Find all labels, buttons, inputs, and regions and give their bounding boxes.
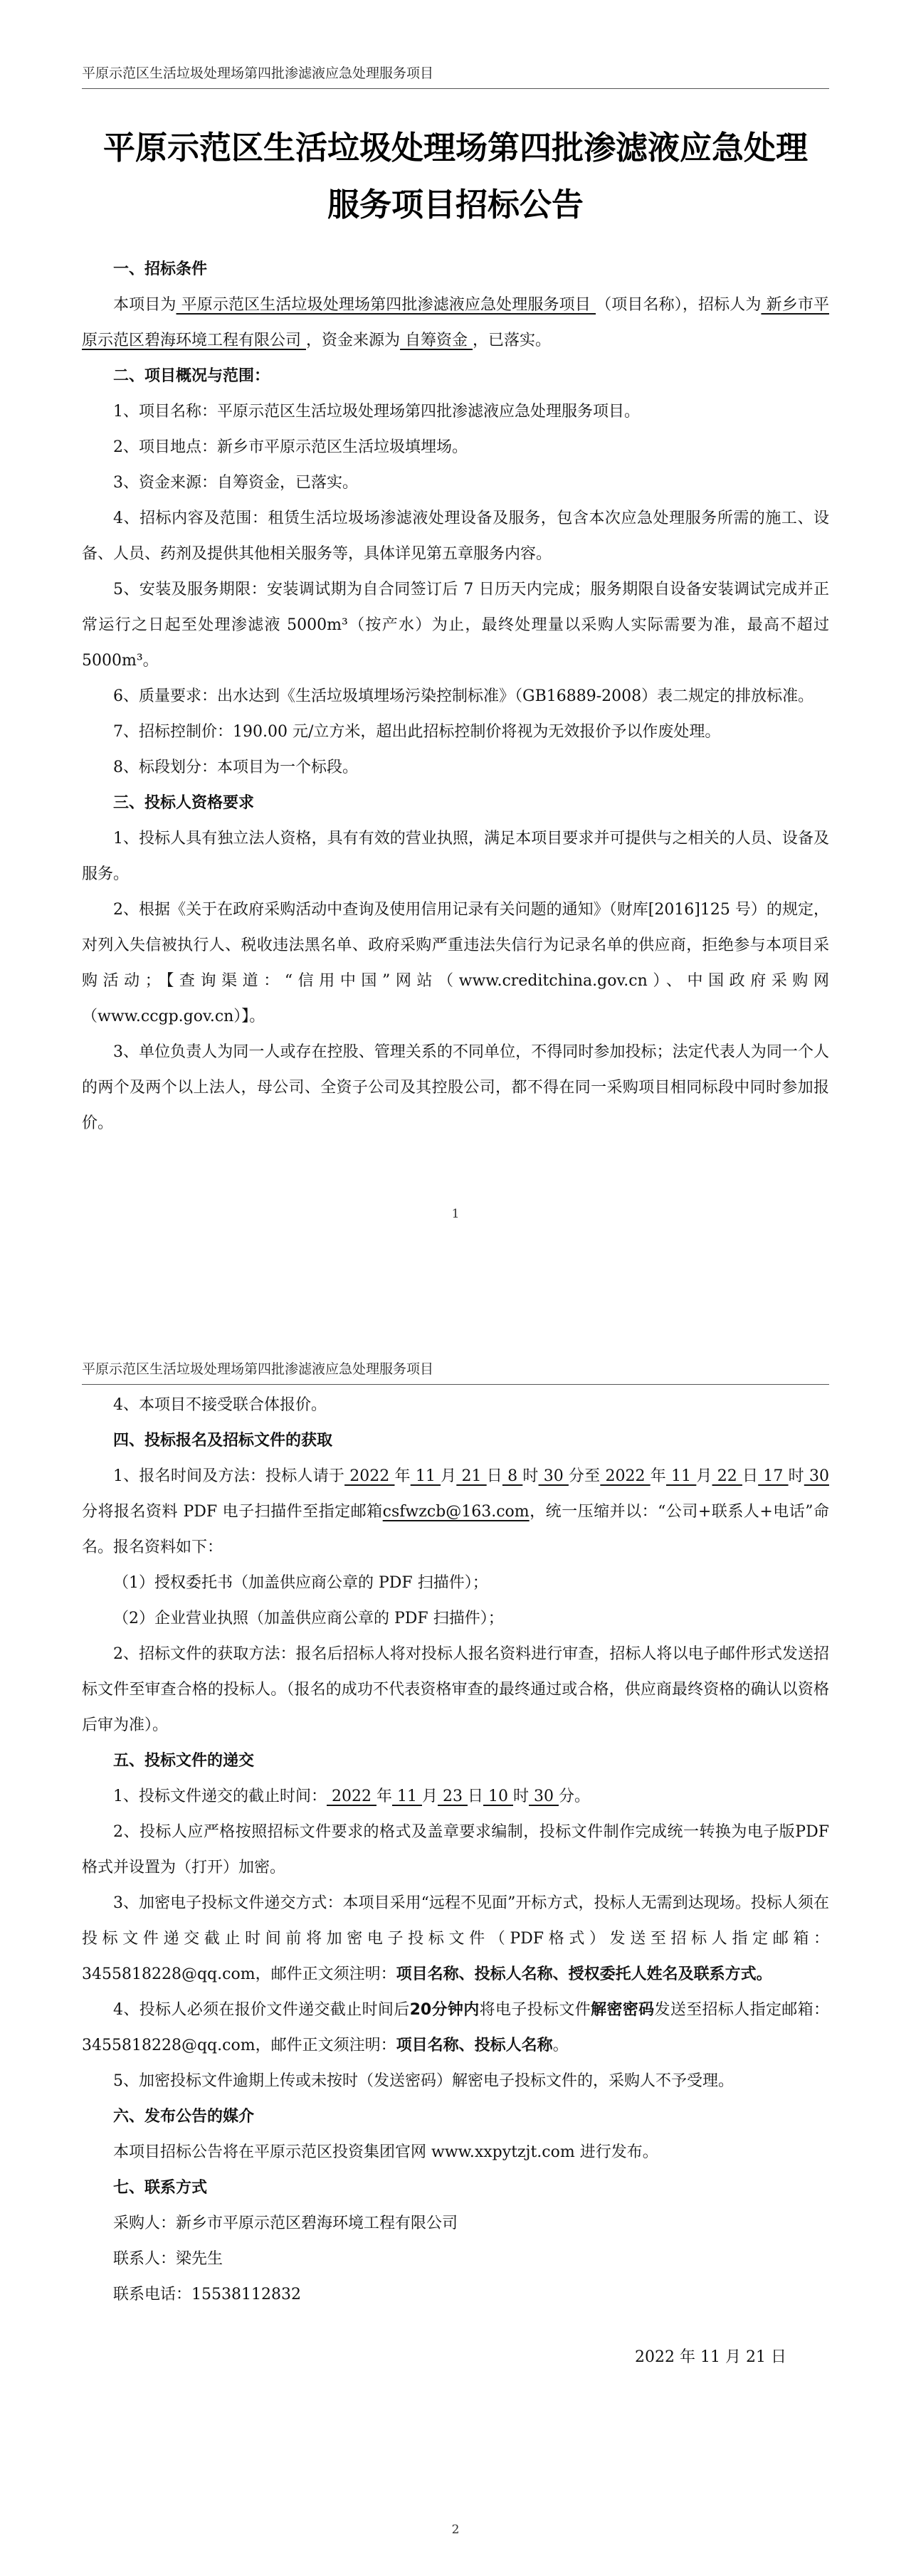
- title-line-2: 服务项目招标公告: [327, 186, 584, 223]
- decryption-email: 3455818228@qq.com: [82, 2037, 256, 2054]
- section-heading-5: 五、投标文件的递交: [113, 1752, 255, 1770]
- section-heading-1: 一、招标条件: [113, 260, 208, 278]
- text-span: ，统一压缩并以：“公司+联系人+电话”命名。报名资料如下：: [82, 1503, 829, 1556]
- overview-item-8: 8、标段划分：本项目为一个标段。: [113, 759, 358, 776]
- text-span: 4、投标人必须在报价文件递交截止时间后: [113, 2001, 410, 2019]
- text-span: 年: [650, 1467, 666, 1485]
- text-span: （项目名称），招标人为: [596, 296, 762, 314]
- page-header: 平原示范区生活垃圾处理场第四批渗滤液应急处理服务项目: [82, 63, 829, 89]
- registration-sub-item-2: （2）企业营业执照（加盖供应商公章的 PDF 扫描件）；: [113, 1610, 504, 1627]
- text-span: 月: [696, 1467, 712, 1485]
- end-hour: 17: [758, 1467, 789, 1485]
- submission-deadline-paragraph: [82, 1779, 829, 1815]
- text-span: 1、投标文件递交的截止时间：: [113, 1788, 327, 1805]
- registration-email: csfwzcb@163.com: [382, 1503, 530, 1521]
- text-span: 日: [467, 1788, 483, 1805]
- end-day: 22: [712, 1467, 742, 1485]
- page-number-2: 2: [451, 2523, 460, 2537]
- end-minute: 30: [804, 1467, 829, 1485]
- text-span: 月: [421, 1788, 438, 1805]
- text-span: 分。: [558, 1788, 590, 1805]
- registration-sub-item-1: （1）授权委托书（加盖供应商公章的 PDF 扫描件）；: [113, 1574, 488, 1592]
- title-line-1: 平原示范区生活垃圾处理场第四批渗滤液应急处理: [102, 129, 808, 167]
- submission-method-paragraph: [82, 1886, 829, 1992]
- text-span: 月: [441, 1467, 457, 1485]
- section-heading-4: 四、投标报名及招标文件的获取: [113, 1432, 333, 1450]
- start-month: 11: [410, 1467, 441, 1485]
- text-span: 将电子投标文件: [479, 2001, 591, 2019]
- submission-email: 3455818228@qq.com: [82, 1965, 256, 1983]
- qualification-item-2: 2、根据《关于在政府采购活动中查询及使用信用记录有关问题的通知》（财库[2016]125 号）的规定，对列入失信被执行人、税收违法黑名单、政府采购严重违法失信行为记录名单的供应商，拒绝参与本项目采购活动；【查询渠道：“信用中国”网站（www.creditchina.gov.cn）、中国政府采购网（www.ccgp.gov.cn）】。: [82, 901, 829, 1025]
- section-heading-3: 三、投标人资格要求: [113, 794, 255, 812]
- text-span: 本项目为: [113, 296, 177, 314]
- overview-item-4: 4、招标内容及范围：租赁生活垃圾场渗滤液处理设备及服务，包含本次应急处理服务所需的施工、设备、人员、药剂及提供其他相关服务等，具体详见第五章服务内容。: [82, 510, 829, 563]
- text-span: ，已落实。: [473, 332, 552, 349]
- late-submission-paragraph: 5、加密投标文件逾期上传或未按时（发送密码）解密电子投标文件的，采购人不予受理。: [113, 2072, 734, 2090]
- contact-person: 联系人：梁先生: [113, 2250, 223, 2268]
- text-span: 时: [512, 1788, 529, 1805]
- project-name-underlined: 平原示范区生活垃圾处理场第四批渗滤液应急处理服务项目: [176, 296, 596, 314]
- start-hour: 8: [502, 1467, 523, 1485]
- qualification-item-3: 3、单位负责人为同一人或存在控股、管理关系的不同单位，不得同时参加投标；法定代表人为同一个人的两个及两个以上法人，母公司、全资子公司及其控股公司，都不得在同一采购项目相同标段中同时参加报价。: [82, 1043, 829, 1132]
- bold-text: 项目名称、投标人名称: [396, 2037, 553, 2054]
- overview-item-1: 1、项目名称：平原示范区生活垃圾处理场第四批渗滤液应急处理服务项目。: [113, 403, 640, 421]
- media-paragraph: 本项目招标公告将在平原示范区投资集团官网 www.xxpytzjt.com 进行发布。: [113, 2143, 658, 2161]
- qualification-item-1: 1、投标人具有独立法人资格，具有有效的营业执照，满足本项目要求并可提供与之相关的人员、设备及服务。: [82, 830, 829, 883]
- text-span: 分将报名资料 PDF 电子扫描件至指定邮箱: [82, 1503, 383, 1521]
- text-span: ，邮件正文须注明：: [255, 1965, 396, 1983]
- bold-text: 20分钟内: [409, 2001, 480, 2019]
- page-number-1: 1: [451, 1207, 460, 1221]
- qualification-item-4: 4、本项目不接受联合体报价。: [113, 1396, 327, 1414]
- deadline-minute: 30: [529, 1788, 559, 1805]
- document-title: [82, 120, 829, 233]
- bold-text: 解密密码: [591, 2001, 655, 2019]
- registration-paragraph: [82, 1459, 829, 1566]
- end-month: 11: [665, 1467, 697, 1485]
- text-span: 日: [486, 1467, 502, 1485]
- text-span: 。: [552, 2037, 569, 2054]
- overview-item-6: 6、质量要求：出水达到《生活垃圾填埋场污染控制标准》（GB16889-2008）表二规定的排放标准。: [113, 687, 814, 705]
- deadline-month: 11: [392, 1788, 422, 1805]
- deadline-year: 2022: [327, 1788, 376, 1805]
- start-day: 21: [456, 1467, 487, 1485]
- overview-item-5: 5、安装及服务期限：安装调试期为自合同签订后 7 日历天内完成；服务期限自设备安装调试完成并正常运行之日起至处理渗滤液 5000m³（按产水）为止，最终处理量以采购人实际需要为准，最高不超过 5000m³。: [82, 581, 829, 670]
- text-span: 时: [788, 1467, 804, 1485]
- page-header: 平原示范区生活垃圾处理场第四批渗滤液应急处理服务项目: [82, 1358, 829, 1385]
- bold-text: 项目名称、投标人名称、授权委托人姓名及联系方式。: [396, 1965, 772, 1983]
- overview-item-2: 2、项目地点：新乡市平原示范区生活垃圾填埋场。: [113, 438, 468, 456]
- text-span: 1、报名时间及方法：投标人请于: [113, 1467, 345, 1485]
- deadline-hour: 10: [483, 1788, 513, 1805]
- section-heading-6: 六、发布公告的媒介: [113, 2108, 255, 2126]
- announcement-date: 2022 年 11 月 21 日: [635, 2348, 786, 2366]
- overview-item-7: 7、招标控制价：190.00 元/立方米，超出此招标控制价将视为无效报价予以作废处理。: [113, 723, 721, 741]
- text-span: 发送至招标人指定邮箱：: [654, 2001, 829, 2019]
- end-year: 2022: [600, 1467, 651, 1485]
- page-1-body: [82, 252, 829, 1141]
- text-span: 年: [394, 1467, 411, 1485]
- text-span: 年: [376, 1788, 392, 1805]
- document-acquisition-paragraph: 2、招标文件的获取方法：报名后招标人将对投标人报名资料进行审查，招标人将以电子邮件形式发送招标文件至审查合格的投标人。（报名的成功不代表资格审查的最终通过或合格，供应商最终资格的确认以资格后审为准）。: [82, 1645, 829, 1734]
- fund-underlined: 自筹资金: [400, 332, 473, 349]
- tenderer-underlined: 新乡市平原示范区碧海环境工程有限公司: [82, 296, 829, 349]
- section-heading-2: 二、项目概况与范围：: [113, 367, 270, 385]
- page-2-body: [82, 1388, 829, 2375]
- overview-item-3: 3、资金来源：自筹资金，已落实。: [113, 474, 358, 492]
- text-span: ，邮件正文须注明：: [255, 2037, 396, 2054]
- section-heading-7: 七、联系方式: [113, 2179, 208, 2197]
- submission-format-paragraph: 2、投标人应严格按照招标文件要求的格式及盖章要求编制，投标文件制作完成统一转换为电子版PDF格式并设置为（打开）加密。: [82, 1823, 829, 1876]
- text-span: ，资金来源为: [306, 332, 401, 349]
- deadline-day: 23: [438, 1788, 468, 1805]
- tender-conditions-paragraph: [82, 287, 829, 359]
- text-span: 3、加密电子投标文件递交方式：本项目采用“远程不见面”开标方式，投标人无需到达现场。投标人须在投标文件递交截止时间前将加密电子投标文件（PDF格式）发送至招标人指定邮箱：: [82, 1894, 829, 1948]
- text-span: 日: [742, 1467, 759, 1485]
- text-span: 时: [522, 1467, 539, 1485]
- contact-buyer: 采购人：新乡市平原示范区碧海环境工程有限公司: [113, 2215, 458, 2232]
- page-2: [0, 1288, 911, 2576]
- start-minute: 30: [538, 1467, 569, 1485]
- contact-phone: 联系电话：15538112832: [113, 2286, 301, 2303]
- start-year: 2022: [344, 1467, 395, 1485]
- decryption-paragraph: [82, 1992, 829, 2064]
- text-span: 分至: [568, 1467, 601, 1485]
